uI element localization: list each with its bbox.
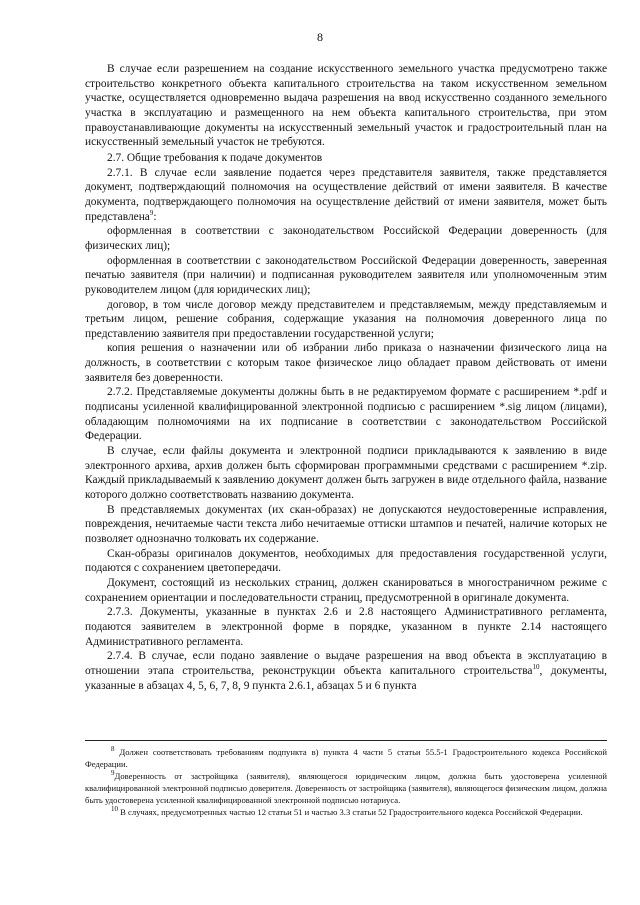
list-item-poa-individual: оформленная в соответствии с законодательством Российской Федерации доверенность (для физических лиц);: [85, 225, 607, 252]
paragraph-scan-corrections: В представляемых документах (их скан-образах) не допускаются неудостоверенные исправления, повреждения, нечитаемые части текста либо нечитаемые оттиски штампов и печатей, наличие которых не позволяет однозначно толковать их содержание.: [85, 503, 607, 545]
section-heading-2-7: 2.7. Общие требования к подаче документов: [107, 151, 323, 164]
paragraph-2-7-1: [85, 166, 607, 225]
footnote-mark: 8: [111, 745, 115, 754]
page-number: 8: [317, 30, 323, 44]
footnote-8: [85, 746, 607, 770]
footnote-9: [85, 770, 607, 806]
footnote-text: Должен соответствовать требованиям подпункта в) пункта 4 части 5 статьи 55.5-1 Градостроительного кодекса Российской Федерации.: [85, 747, 607, 769]
paragraph-2-7-3: 2.7.3. Документы, указанные в пунктах 2.6 и 2.8 настоящего Административного регламента, подаются заявителем в электронной форме в порядке, указанном в пункте 2.14 настоящего Административного регламента.: [85, 606, 607, 648]
main-text: [85, 62, 607, 693]
footnote-text: В случаях, предусмотренных частью 12 статьи 51 и частью 3.3 статьи 52 Градостроительного кодекса Российской Федерации.: [118, 807, 583, 817]
footnote-10: [85, 806, 607, 818]
footnotes: [85, 746, 607, 818]
paragraph-multipage: Документ, состоящий из нескольких страниц, должен сканироваться в многостраничном режиме с сохранением ориентации и последовательности страниц, предусмотренной в оригинале документа.: [85, 576, 607, 604]
footnote-divider: [85, 740, 607, 741]
colon: :: [153, 210, 157, 223]
paragraph-scan-color: Скан-образы оригиналов документов, необходимых для предоставления государственной услуги, подаются с сохранением цветопередачи.: [85, 547, 607, 575]
footnote-ref-10: 10: [532, 663, 540, 672]
list-item-contract: договор, в том числе договор между представителем и представляемым, между представляемым и третьим лицом, решение собрания, содержащие указания на полномочия доверенного лица по представлению заявителя при предоставлении государственной услуги;: [85, 298, 607, 340]
footnote-mark: 9: [111, 769, 115, 778]
footnote-text: Доверенность от застройщика (заявителя), являющегося юридическим лицом, должна быть удостоверена усиленной квалифицированной электронной подписью доверителя. Доверенность от застройщика (заявителя), являющегося физическим лицом, должна быть удостоверена усиленной квалифицированной электронной подписью нотариуса.: [85, 771, 607, 805]
paragraph-2-7-4: [85, 649, 607, 693]
list-item-appointment: копия решения о назначении или об избрании либо приказа о назначении физического лица на должность, в соответствии с которым такое физическое лицо обладает правом действовать от имени заявителя без доверенности.: [85, 342, 607, 384]
footnote-ref-9: 9: [149, 208, 154, 217]
paragraph-text: 2.7.4. В случае, если подано заявление о выдаче разрешения на ввод объекта в эксплуатацию в отношении этапа строительства, реконструкции объекта капитального строительства: [85, 650, 607, 677]
paragraph-artificial-land: В случае если разрешением на создание искусственного земельного участка предусмотрено также строительство конкретного объекта капитального строительства на таком искусственном земельном участке, осуществляется одновременно выдача разрешения на ввод искусственно созданного земельного участка в эксплуатацию и размещенного на нем объекта капитального строительства, при этом правоустанавливающие документы на искусственный земельный участок и градостроительный план на искусственный земельный участок не требуются.: [85, 63, 607, 149]
paragraph-text: 2.7.1. В случае если заявление подается через представителя заявителя, также представляется документ, подтверждающий полномочия на осуществление действий от имени заявителя. В качестве документа, подтверждающего полномочия на осуществление действий от имени заявителя, может быть представлена: [85, 166, 607, 223]
paragraph-archive: В случае, если файлы документа и электронной подписи прикладываются к заявлению в виде электронного архива, архив должен быть сформирован программными средствами с расширением *.zip. Каждый прикладываемый к заявлению документ должен быть загружен в виде отдельного файла, название которого должно соответствовать названию документа.: [85, 445, 607, 502]
footnote-mark: 10: [111, 805, 118, 814]
paragraph-2-7-2: 2.7.2. Представляемые документы должны быть в не редактируемом формате с расширением *.pdf и подписаны усиленной квалифицированной электронной подписью с расширением *.sig лицом (лицами), обладающим полномочиями на их подписание в соответствии с законодательством Российской Федерации.: [85, 386, 607, 443]
list-item-poa-legal: оформленная в соответствии с законодательством Российской Федерации доверенность, заверенная печатью заявителя (при наличии) и подписанная руководителем заявителя или уполномоченным этим руководителем лицом (для юридических лиц);: [85, 254, 607, 296]
paragraph-text-continued: , документы, указанные в абзацах 4, 5, 6, 7, 8, 9 пункта 2.6.1, абзацах 5 и 6 пункта: [85, 664, 607, 692]
